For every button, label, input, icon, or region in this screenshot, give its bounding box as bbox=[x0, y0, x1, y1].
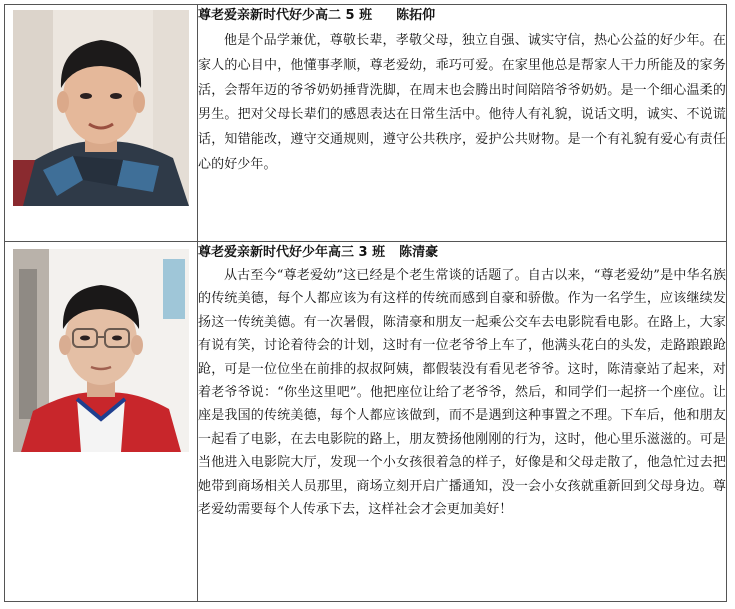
profile-bio: 他是个品学兼优，尊敬长辈，孝敬父母，独立自强、诚实守信，热心公益的好少年。在家人的心目中，他懂事孝顺，尊老爱幼，乖巧可爱。在家里他总是帮家人干力所能及的家务活，会帮年迈的爷爷奶奶捶背洗脚，在周末也会腾出时间陪陪爷爷奶奶。是一个细心温柔的男生。把对父母长辈们的感恩表达在日常生活中。他待人有礼貌，说话文明，诚实、不说谎话，知错能改，遵守交通规则，遵守公共秩序，爱护公共财物。是一个有礼貌有爱心有责任心的好少年。 bbox=[198, 33, 726, 172]
profile-title bbox=[198, 5, 726, 27]
profile-table bbox=[4, 4, 727, 602]
student-photo bbox=[13, 10, 189, 206]
profile-text-cell bbox=[198, 5, 727, 242]
profile-text-cell bbox=[198, 242, 727, 602]
photo-cell bbox=[5, 242, 198, 602]
profile-row bbox=[5, 242, 727, 602]
profile-bio: 从古至今“尊老爱幼”这已经是个老生常谈的话题了。自古以来，“尊老爱幼”是中华名族的传统美德，每个人都应该为有这样的传统而感到自豪和骄傲。作为一名学生，应该继续发扬这一传统美德。有一次暑假，陈清豪和朋友一起乘公交车去电影院看电影。在路上，大家有说有笑，讨论着待会的计划，这时有一位老爷爷上车了，他满头花白的头发，走路踉踉跄跄，可是一位位坐在前排的叔叔阿姨，都假装没有看见老爷爷。这时，陈清豪站了起来，对着老爷爷说：“你坐这里吧”。他把座位让给了老爷爷，然后，和同学们一起挤一个座位。让座是我国的传统美德，每个人都应该做到，而不是遇到这种事置之不理。下车后，他和朋友一起看了电影，在去电影院的路上，朋友赞扬他刚刚的行为，这时，他心里乐滋滋的。可是当他进入电影院大厅，发现一个小女孩很着急的样子，好像是和父母走散了，他急忙过去把她带到商场相关人员那里，商场立刻开启广播通知，没一会小女孩就重新回到父母身边。尊老爱幼需要每个人传承下去，这样社会才会更加美好！ bbox=[198, 268, 726, 518]
student-photo bbox=[13, 249, 189, 452]
student-name: 陈清豪 bbox=[399, 245, 439, 260]
profile-title-main: 尊老爱亲新时代好少年高三 3 班 bbox=[198, 245, 386, 260]
profile-title-main: 尊老爱亲新时代好少高二 5 班 bbox=[198, 8, 373, 23]
profile-row bbox=[5, 5, 727, 242]
photo-cell bbox=[5, 5, 198, 242]
profile-title bbox=[198, 242, 726, 264]
student-name: 陈拓仰 bbox=[396, 8, 436, 23]
